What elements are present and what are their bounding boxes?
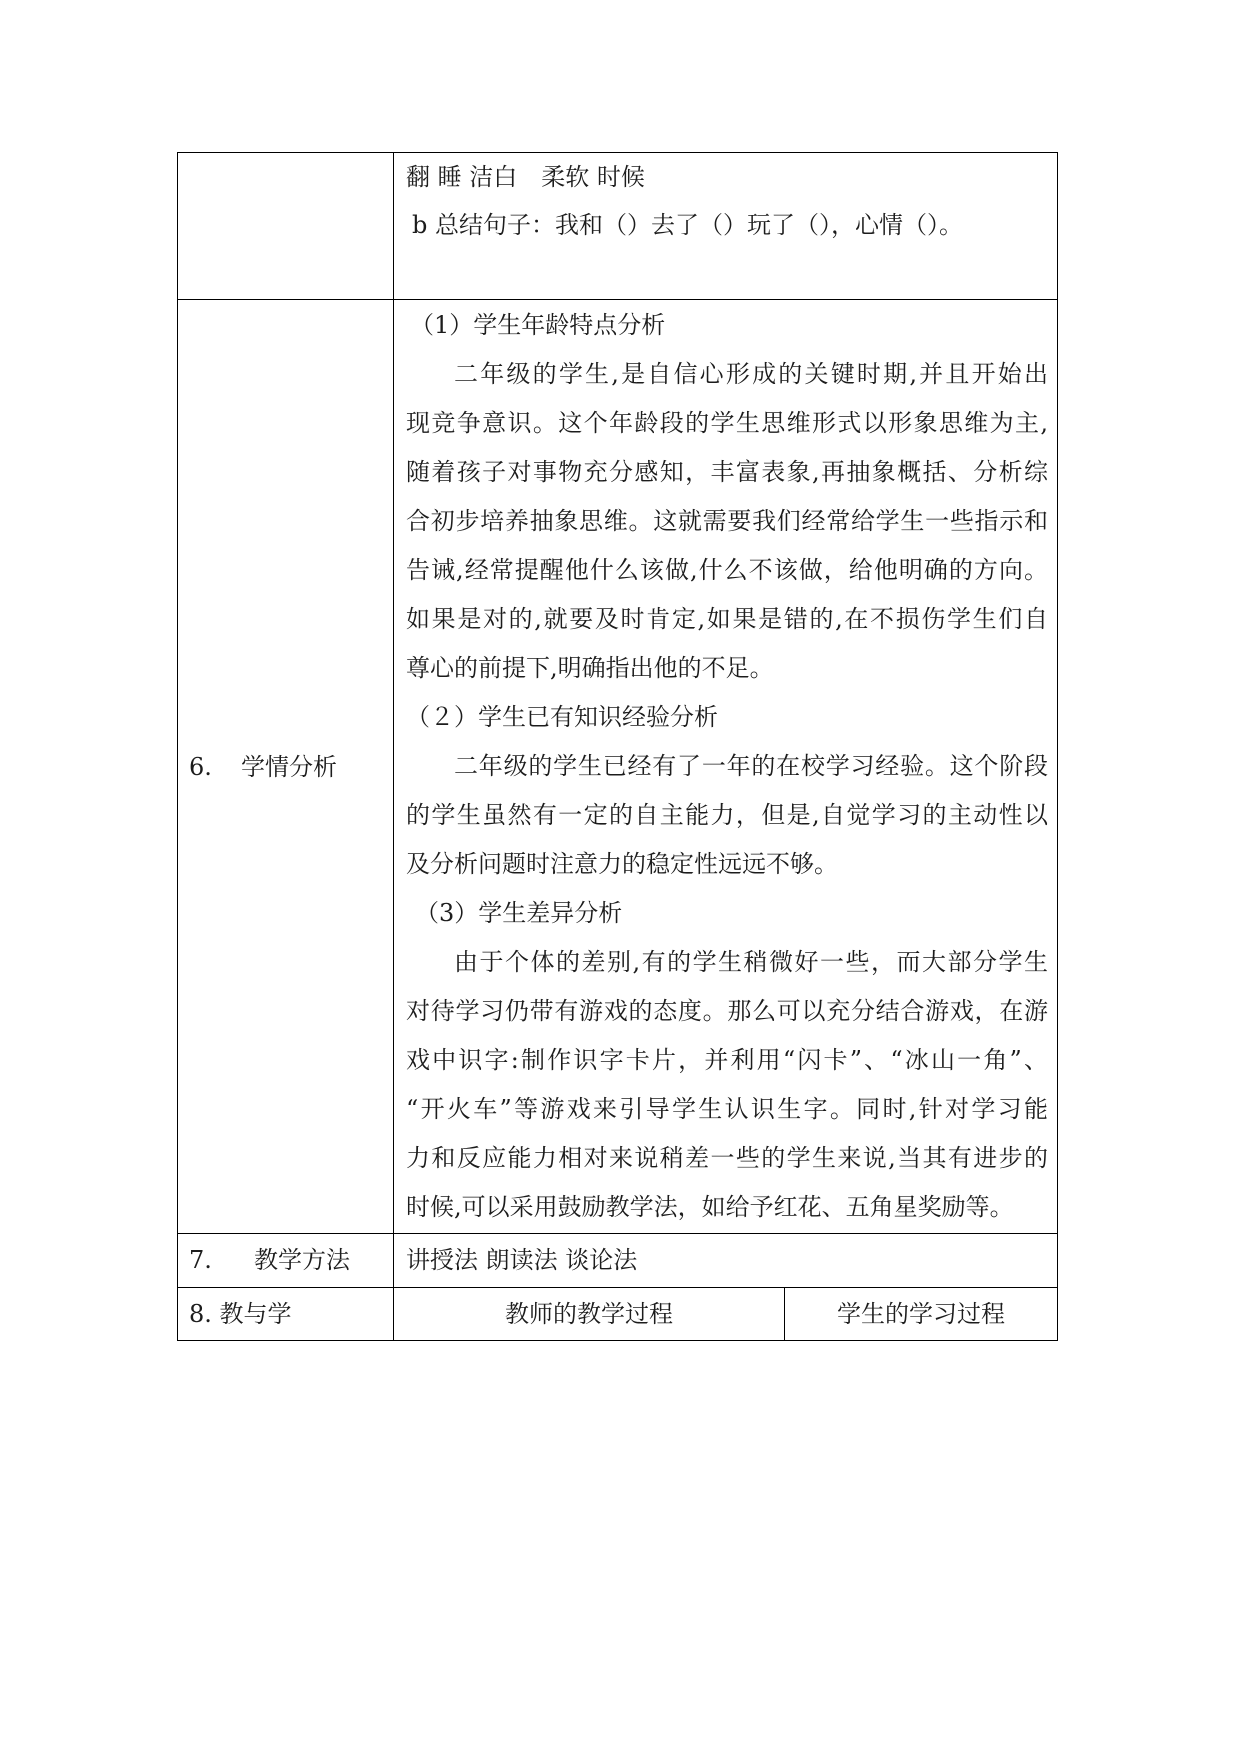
paragraph-line: 告诫,经常提醒他什么该做,什么不该做，给他明确的方向。 [406,556,1048,584]
student-analysis-content [406,301,1048,1232]
teach-learn-label-cell [177,1287,394,1341]
paragraph-line: 戏中识字:制作识字卡片，并利用“闪卡”、“冰山一角”、 [406,1046,1048,1074]
paragraph-line: “开火车”等游戏来引导学生认识生字。同时,针对学习能 [406,1095,1048,1123]
paragraph-line: 力和反应能力相对来说稍差一些的学生来说,当其有进步的 [406,1144,1048,1172]
teaching-method-label-cell [177,1233,394,1288]
paragraph-line: 如果是对的,就要及时肯定,如果是错的,在不损伤学生们自 [406,605,1048,633]
paragraph-line: 对待学习仍带有游戏的态度。那么可以充分结合游戏，在游 [406,997,1048,1025]
paragraph-line: 时候,可以采用鼓励教学法，如给予红花、五角星奖励等。 [406,1193,1014,1221]
section-heading: （3）学生差异分析 [415,899,623,927]
vocab-row-content [406,153,1048,249]
paragraph-line: 二年级的学生,是自信心形成的关键时期,并且开始出 [454,360,1048,388]
student-process-header: 学生的学习过程 [837,1300,1005,1328]
paragraph-line: 由于个体的差别,有的学生稍微好一些，而大部分学生 [454,948,1048,976]
section-heading: （1）学生年龄特点分析 [410,311,666,339]
vocab-row-label-cell [177,152,394,300]
student-analysis-content-cell [393,299,1058,1234]
section-heading: （２）学生已有知识经验分析 [406,703,718,731]
student-analysis-number: 6. [189,753,212,781]
teach-learn-label: 8. 教与学 [189,1300,292,1328]
student-analysis-label-cell [177,299,394,1234]
paragraph-line: 随着孩子对事物充分感知，丰富表象,再抽象概括、分析综 [406,458,1048,486]
student-process-header-cell [784,1287,1058,1341]
paragraph-line: 现竞争意识。这个年龄段的学生思维形式以形象思维为主, [406,409,1048,437]
teacher-process-header: 教师的教学过程 [505,1300,673,1328]
paragraph-line: 尊心的前提下,明确指出他的不足。 [406,654,774,682]
summary-sentence-line: b 总结句子：我和（）去了（）玩了（），心情（）。 [412,211,963,239]
paragraph-line: 及分析问题时注意力的稳定性远远不够。 [406,850,838,878]
teaching-method-label: 教学方法 [254,1246,350,1274]
teacher-process-header-cell [393,1287,785,1341]
student-analysis-label: 学情分析 [241,753,337,781]
teaching-method-number: 7. [189,1246,212,1274]
vocab-row-content-cell [393,152,1058,300]
paragraph-line: 二年级的学生已经有了一年的在校学习经验。这个阶段 [454,752,1048,780]
paragraph-line: 合初步培养抽象思维。这就需要我们经常给学生一些指示和 [406,507,1048,535]
teaching-method-content: 讲授法 朗读法 谈论法 [406,1246,638,1274]
teaching-method-content-cell [393,1233,1058,1288]
paragraph-line: 的学生虽然有一定的自主能力，但是,自觉学习的主动性以 [406,801,1048,829]
vocab-words-line: 翻 睡 洁白 柔软 时候 [406,163,645,191]
